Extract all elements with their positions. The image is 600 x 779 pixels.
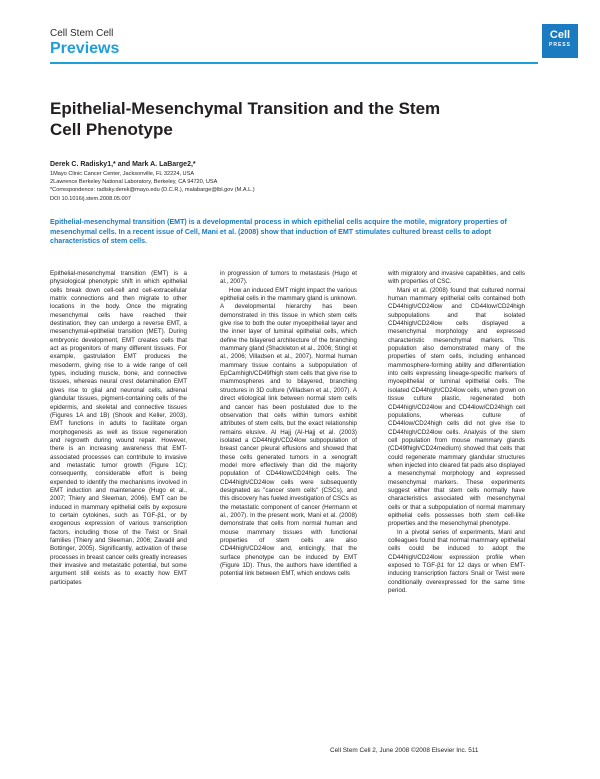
affiliation-1: 1Mayo Clinic Cancer Center, Jacksonville, FL 32224, USA <box>50 171 195 177</box>
paragraph: How an induced EMT might impact the various epithelial cells in the mammary gland is unknown. A developmental hierarchy has been demonstrated in this tissue in which stem cells give rise to both the outer myoepithelial layer and the inner layer of luminal epithelial cells, which define the bilayered architecture of the branching mammary gland (Shackleton et al., 2006; Stingl et al., 2006; Villadsen et al., 2007). Normal human mammary tissue contains a subpopulation of EpCamhigh/CD49fhigh stem cells that give rise to mammospheres and to bilayered, branching structures in 3D culture (Villadsen et al., 2007). A direct etiological link between normal stem cells and cancer has been postulated due to the observation that cells within tumors exhibit attributes of stem cells, but the exact relationship remains elusive. Al Hajj (Al-Hajj et al. (2003) isolated a CD44high/CD24low subpopulation of breast cancer pleural effusions and showed that these cells generated tumors in a xenograft model more effectively than did the majority population of CD44low/CD24high cells. The CD44high/CD24low cells were subsequently designated as "cancer stem cells" (CSCs), and this discovery has fueled investigation of CSCs as the metastatic component of cancer (Hermann et al., 2007). In the present work, Mani et al. (2008) demonstrate that cells from normal human and mouse mammary tissues with functional properties of stem cells are also CD44high/CD24low and, enticingly, that the surface phenotype can be induced by EMT (Figure 1D). Thus, the authors have identified a potential link between EMT, which endows cells <box>220 286 357 578</box>
page-footer: Cell Stem Cell 2, June 2008 ©2008 Elsevier Inc. 511 <box>330 747 479 754</box>
paragraph: in progression of tumors to metastasis (Hugo et al., 2007). <box>220 270 357 286</box>
journal-name: Cell Stem Cell <box>50 28 114 39</box>
cell-press-logo <box>542 24 578 58</box>
body-column-3 <box>388 270 525 595</box>
paragraph: In a pivotal series of experiments, Mani and colleagues found that normal mammary epithelial cells could be induced to adopt the CD44high/CD24low expression profile when exposed to TGF-β1 for 12 days or when EMT-inducing transcription factors Snail or Twist were conditionally overexpressed for the same time period. <box>388 528 525 595</box>
paragraph: with migratory and invasive capabilities, and cells with properties of CSC. <box>388 270 525 286</box>
paragraph: Mani et al. (2008) found that cultured normal human mammary epithelial cells contained both CD44high/CD24low and CD44low/CD24high subpopulations and that isolated CD44high/CD24low cells displayed a mesenchymal morphology and expressed characteristic mesenchymal markers. This population also demonstrated many of the properties of stem cells, including enhanced mammosphere-forming ability and differentiation into cells expressing lineage-specific markers of myoepithelial or luminal epithelial cells. The isolated CD44high/CD24low cells, when grown on tissue culture plastic, regenerated both CD44high/CD24low and CD44low/CD24high cell populations, whereas culture of CD44low/CD24high cells did not give rise to CD44high/CD24low cells. Analysis of the stem cell population from mouse mammary glands (CD49fhigh/CD24medium) showed that cells that could regenerate mammary glandular structures when injected into cleared fat pads also displayed a mesenchymal morphology and expressed mesenchymal markers. These experiments suggest either that stem cells normally have characteristics associated with mesenchymal cells or that a subpopulation of normal mammary epithelial cells possesses both stem cell-like properties and the mesenchymal phenotype. <box>388 286 525 528</box>
doi[interactable]: DOI 10.1016/j.stem.2008.05.007 <box>50 196 131 202</box>
section-label: Previews <box>50 40 120 57</box>
paragraph: Epithelial-mesenchymal transition (EMT) is a physiological phenotypic shift in which epithelial cells break down cell-cell and cell-extracellular matrix connections and then migrate to other locations in the body. Once the migrating mesenchymal cells have reached their destination, they can undergo a reverse EMT, a mesenchymal-epithelial transition (MET). During embryonic development, EMT creates cells that act as progenitors of many different tissues. For example, gastrulation EMT produces the mesoderm, giving rise to a wide range of cell types, including muscle, bone, and connective tissues, whereas neural crest delamination EMT gives rise to glial and neuronal cells, adrenal glandular tissues, pigment-containing cells of the epidermis, and skeletal and connective tissues (Figures 1A and 1B) (Shook and Keller, 2003). EMT functions in adults to facilitate organ morphogenesis as well as tissue regeneration and regrowth during wound repair. However, there is an increasing awareness that EMT-associated processes can contribute to invasive and metastatic tumor growth (Figure 1C); consequently, considerable effort is being expended to identify the mechanisms involved in EMT induction and maintenance (Hugo et al., 2007; Thiery and Sleeman, 2006). EMT can be induced in mammary epithelial cells by exposure to certain cytokines, such as TGF-β1, or by exogenous expression of various transcription factors, including those of the Twist or Snail families (Thiery and Sleeman, 2006; Zavadil and Bottinger, 2005). Significantly, activation of these processes in breast cancer cells greatly increases their invasive and metastatic potential, but some argument still exists as to exactly how EMT participates <box>50 270 187 586</box>
body-column-2 <box>220 270 357 579</box>
abstract: Epithelial-mesenchymal transition (EMT) is a developmental process in which epithelial cells acquire the motile, migratory properties of mesenchymal cells. In a recent issue of Cell, Mani et al. (2008) show that induction of EMT stimulates cultured breast cells to adopt characteristics of stem cells. <box>50 218 507 246</box>
logo-text: Cell <box>549 29 571 41</box>
correspondence[interactable]: *Correspondence: radisky.derek@mayo.edu (D.C.R.), malabarge@lbl.gov (M.A.L.) <box>50 187 255 193</box>
body-column-1 <box>50 270 187 587</box>
affiliation-2: 2Lawrence Berkeley National Laboratory, Berkeley, CA 94720, USA <box>50 179 218 185</box>
logo-subtext: PRESS <box>549 42 571 48</box>
authors: Derek C. Radisky1,* and Mark A. LaBarge2,* <box>50 161 196 168</box>
article-title: Epithelial-Mesenchymal Transition and the Stem Cell Phenotype <box>50 99 441 139</box>
header-rule <box>50 62 538 64</box>
